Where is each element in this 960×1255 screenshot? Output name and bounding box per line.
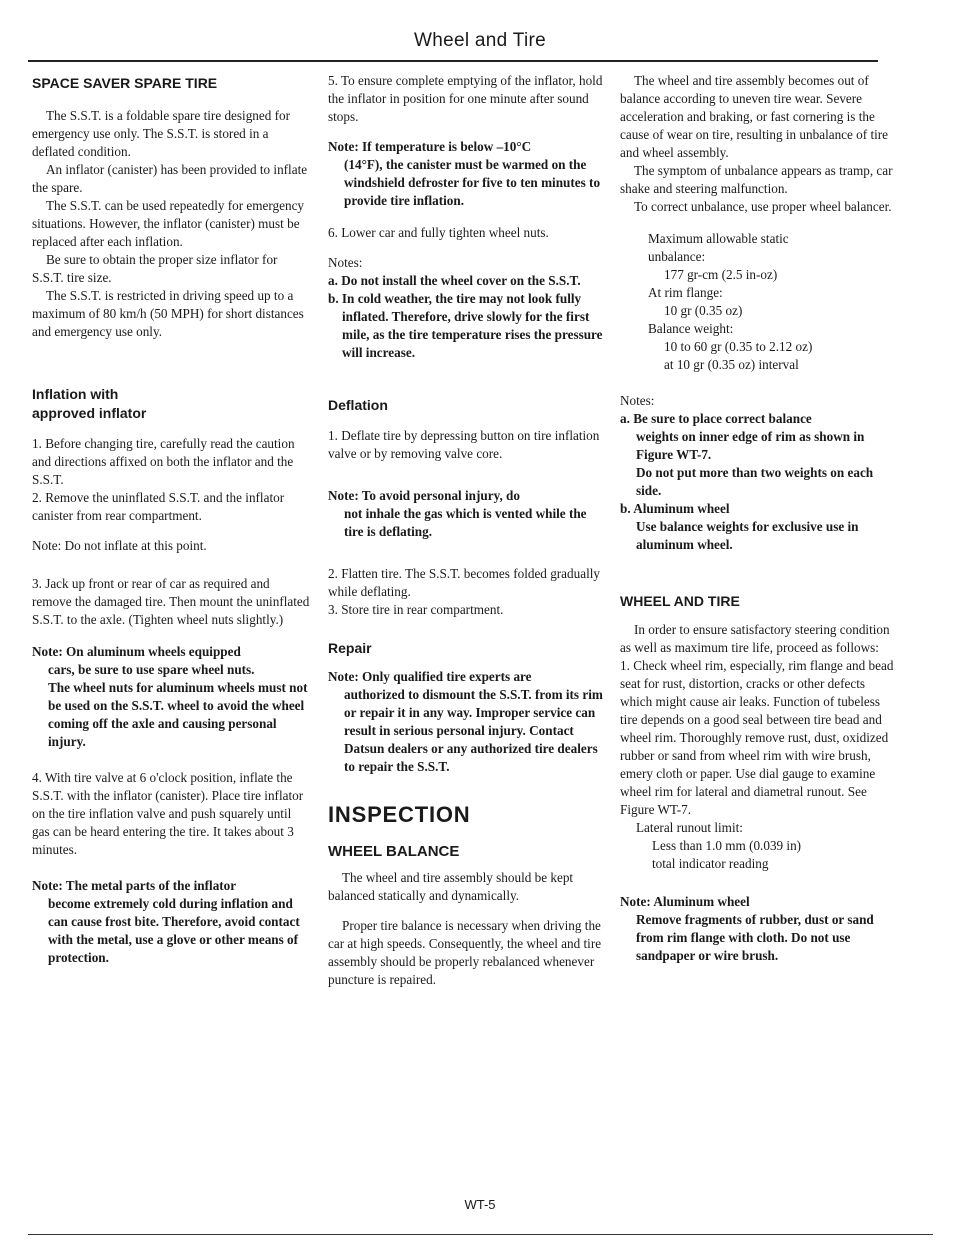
spec-value: 177 gr-cm (2.5 in-oz): [664, 267, 778, 282]
spec-label: Balance weight:: [648, 321, 734, 336]
column-2: [328, 72, 606, 989]
notes-item-a-body: Do not put more than two weights on each side.: [636, 465, 874, 498]
paragraph: To correct unbalance, use proper wheel balancer.: [634, 199, 892, 214]
note-head: Note: Aluminum wheel: [620, 894, 750, 909]
deflate-step-1: 1. Deflate tire by depressing button on tire inflation valve or by removing valve core.: [328, 428, 600, 461]
notes-item-b: b. In cold weather, the tire may not look fully inflated. Therefore, drive slowly for the first mile, as the tire temperature rises the pressure will increase.: [328, 291, 603, 360]
step-5: 5. To ensure complete emptying of the inflator, hold the inflator in position for one minute after sound stops.: [328, 73, 603, 124]
step-1: 1. Before changing tire, carefully read the caution and directions affixed on both the inflator and the S.S.T.: [32, 436, 295, 487]
spec-label: At rim flange:: [648, 285, 723, 300]
notes-item-b: b. Aluminum wheel: [620, 501, 730, 516]
notes-label: Notes:: [328, 255, 363, 270]
note-body: not inhale the gas which is vented while the tire is deflating.: [344, 506, 587, 539]
paragraph: The S.S.T. can be used repeatedly for emergency situations. However, the inflator (canister) must be replaced after each inflation.: [32, 198, 305, 249]
spec-lateral-runout: [636, 819, 895, 873]
note-do-not-inflate: Note: Do not inflate at this point.: [32, 538, 207, 553]
note-body: The wheel nuts for aluminum wheels must not be used on the S.S.T. wheel to avoid the wheel coming off the axle and causing personal injury.: [48, 680, 308, 749]
notes-item-a: a. Be sure to place correct balance: [620, 411, 812, 426]
note-body: authorized to dismount the S.S.T. from its rim or repair it in any way. Improper service can result in serious personal injury. Contact Datsun dealers or any authorized tire dealers to repair the S.S.T.: [344, 687, 603, 774]
paragraph: The S.S.T. is a foldable spare tire designed for emergency use only. The S.S.T. is stored in a deflated condition.: [32, 108, 291, 159]
notes-label: Notes:: [620, 393, 655, 408]
step-3: 3. Jack up front or rear of car as required and remove the damaged tire. Then mount the uninflated S.S.T. to the axle. (Tighten wheel nuts slightly.): [32, 576, 310, 627]
footer-rule: [28, 1234, 933, 1235]
note-body: become extremely cold during inflation and can cause frost bite. Therefore, avoid contact with the metal, use a glove or other means of protection.: [48, 896, 300, 965]
paragraph: The symptom of unbalance appears as tramp, car shake and steering malfunction.: [620, 163, 893, 196]
note-body: cars, be sure to use spare wheel nuts.: [48, 662, 255, 677]
step-2: 2. Remove the uninflated S.S.T. and the inflator canister from rear compartment.: [32, 490, 285, 523]
header-rule: [28, 60, 878, 62]
column-3: [620, 72, 895, 977]
note-aluminum-wheels: [32, 643, 312, 751]
page-header-title: Wheel and Tire: [414, 30, 546, 51]
spec-label: Maximum allowable static: [648, 231, 789, 246]
deflate-step-3: 3. Store tire in rear compartment.: [328, 602, 504, 617]
note-temperature: [328, 138, 606, 210]
step-6: 6. Lower car and fully tighten wheel nuts.: [328, 225, 549, 240]
note-qualified-experts: [328, 668, 606, 776]
spec-static-unbalance: [648, 230, 895, 374]
heading-inflation-line1: Inflation with: [32, 386, 119, 402]
spec-value: 10 gr (0.35 oz): [664, 303, 743, 318]
heading-repair: Repair: [328, 640, 372, 656]
note-avoid-injury: [328, 487, 606, 541]
paragraph: In order to ensure satisfactory steering condition as well as maximum tire life, proceed as follows:: [620, 622, 890, 655]
spec-value: Less than 1.0 mm (0.039 in): [652, 838, 802, 853]
paragraph: Proper tire balance is necessary when driving the car at high speeds. Consequently, the wheel and tire assembly should be properly rebalanced whenever puncture is repaired.: [328, 918, 602, 987]
step-4: 4. With tire valve at 6 o'clock position, inflate the S.S.T. with the inflator (canister). Place tire inflator on the tire inflation valve and push squarely until gas can be heard entering the tire. It takes about 3 minutes.: [32, 770, 304, 857]
paragraph: An inflator (canister) has been provided to inflate the spare.: [32, 162, 308, 195]
note-metal-parts: [32, 877, 312, 967]
notes-item-a: a. Do not install the wheel cover on the S.S.T.: [328, 273, 581, 288]
spec-value: 10 to 60 gr (0.35 to 2.12 oz): [664, 339, 813, 354]
heading-wheel-and-tire: WHEEL AND TIRE: [620, 593, 740, 609]
heading-space-saver-spare-tire: SPACE SAVER SPARE TIRE: [32, 75, 218, 91]
notes-balance-weights: [620, 392, 895, 554]
wheel-tire-step-1: 1. Check wheel rim, especially, rim flange and bead seat for rust, distortion, cracks or other defects which might cause air leaks. Function of tubeless tire depends on a good seal between tire bead and wheel rim. Thoroughly remove rust, dust, oxidized rubber or sand from wheel rim with wire brush, emery cloth or paper. Use dial gauge to examine wheel rim for lateral and diametral runout. See Figure WT-7.: [620, 658, 894, 817]
note-head: Note: On aluminum wheels equipped: [32, 644, 241, 659]
paragraph: The wheel and tire assembly becomes out of balance according to uneven tire wear. Severe acceleration and braking, or fast cornering is the cause of wear on tire, resulting in unbalance of tire and wheel assembly.: [620, 73, 889, 160]
spec-label: Lateral runout limit:: [636, 820, 743, 835]
paragraph: The wheel and tire assembly should be kept balanced statically and dynamically.: [328, 870, 574, 903]
heading-inflation: [32, 385, 312, 423]
heading-deflation: Deflation: [328, 397, 388, 413]
heading-inflation-line2: approved inflator: [32, 405, 147, 421]
note-body: (14°F), the canister must be warmed on the windshield defroster for five to ten minutes to provide tire inflation.: [344, 157, 601, 208]
spec-value: at 10 gr (0.35 oz) interval: [664, 357, 799, 372]
spec-value: total indicator reading: [652, 856, 769, 871]
note-head: Note: The metal parts of the inflator: [32, 878, 237, 893]
page-number: WT-5: [464, 1197, 496, 1212]
note-body: Remove fragments of rubber, dust or sand from rim flange with cloth. Do not use sandpaper or wire brush.: [636, 912, 874, 963]
notes-sst: [328, 254, 606, 362]
notes-item-a-body: weights on inner edge of rim as shown in Figure WT-7.: [636, 429, 865, 462]
spec-label: unbalance:: [648, 249, 706, 264]
note-head: Note: To avoid personal injury, do: [328, 488, 520, 503]
note-head: Note: Only qualified tire experts are: [328, 669, 532, 684]
heading-inspection: INSPECTION: [328, 802, 471, 827]
paragraph: The S.S.T. is restricted in driving speed up to a maximum of 80 km/h (50 MPH) for short distances and emergency use only.: [32, 288, 304, 339]
note-head: Note: If temperature is below –10°C: [328, 139, 532, 154]
deflate-step-2: 2. Flatten tire. The S.S.T. becomes folded gradually while deflating.: [328, 566, 600, 599]
column-1: [32, 72, 312, 979]
note-aluminum-wheel: [620, 893, 895, 965]
notes-item-b-body: Use balance weights for exclusive use in aluminum wheel.: [636, 519, 859, 552]
heading-wheel-balance: WHEEL BALANCE: [328, 843, 460, 860]
paragraph: Be sure to obtain the proper size inflator for S.S.T. tire size.: [32, 252, 278, 285]
